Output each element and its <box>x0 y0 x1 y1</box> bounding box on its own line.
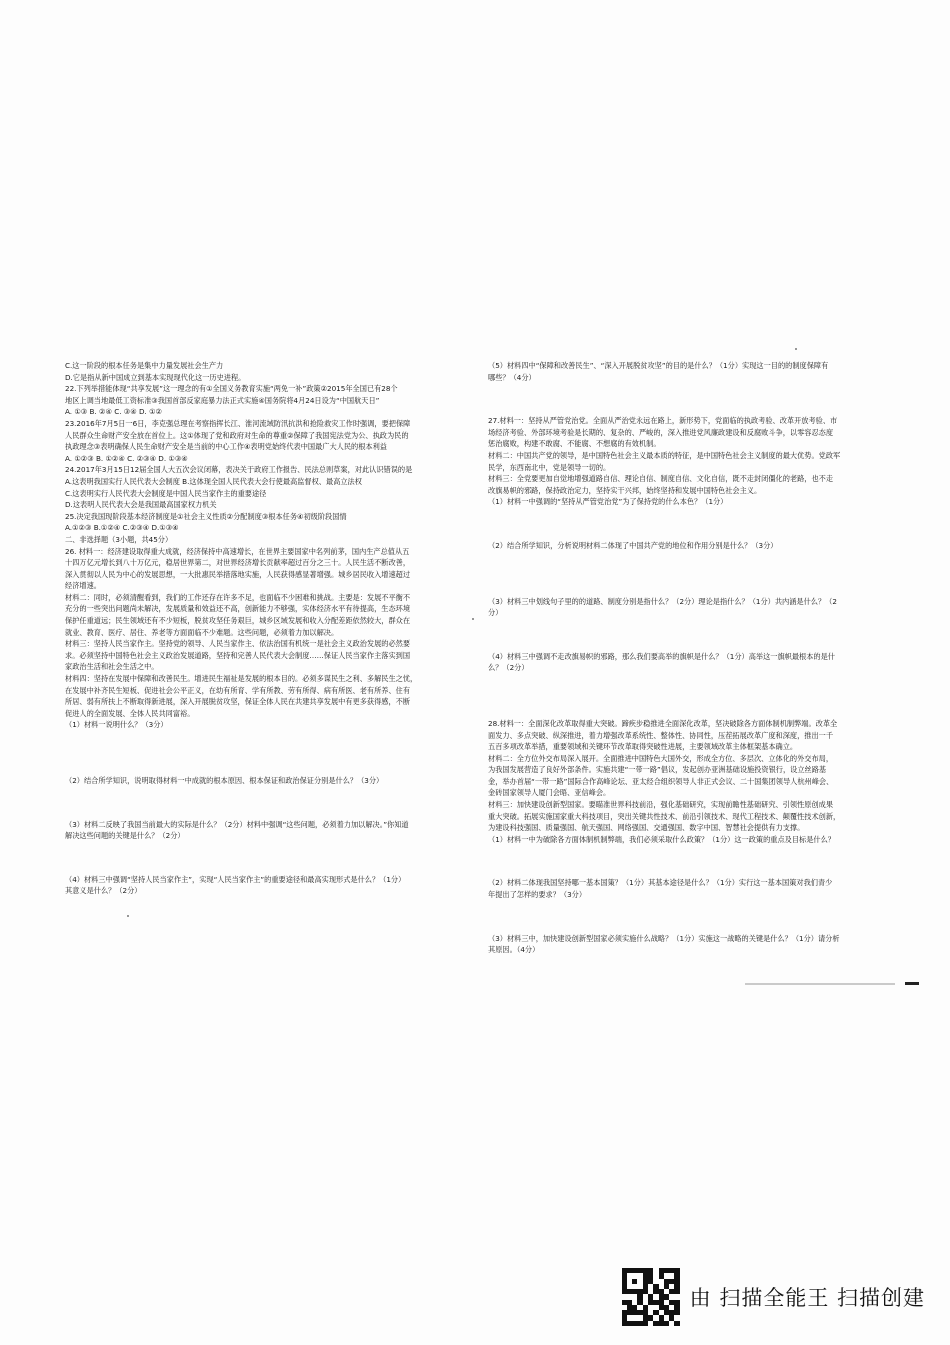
text-line: 材料二：同时，必须清醒看到，我们的工作还存在许多不足，也面临不少困难和挑战。主要是：发展不平衡不 <box>65 592 411 602</box>
text-line: （1）材料一中强调的“坚持从严管党治党”为了保持党的什么本色？（1分） <box>488 497 728 507</box>
question-26-5-line-2: 哪些？（4分） <box>488 372 536 382</box>
text-line: 求。必须坚持中国特色社会主义政治发展道路，坚持和完善人民代表大会制度……保证人民当家作主落实到国 <box>65 650 411 660</box>
text-line: 深入贯彻以人民为中心的发展思想，一大批惠民举措落地实施，人民获得感显著增强。城乡居民收入增速超过 <box>65 569 411 579</box>
text-line: 28.材料一：全面深化改革取得重大突破。蹄疾步稳推进全面深化改革，坚决破除各方面体制机制弊端。改革全 <box>488 718 838 728</box>
text-line: 重大突破。拓展实施国家重大科技项目，突出关键共性技术、前沿引领技术、现代工程技术、颠覆性技术创新， <box>488 811 841 821</box>
text-line: A.这表明我国实行人民代表大会制度 B.这体现全国人民代表大会行使最高监督权、最高立法权 <box>65 476 362 486</box>
scan-speck <box>127 915 129 917</box>
text-line: 惩治腐败，构建不敢腐、不能腐、不想腐的有效机制。 <box>488 439 661 449</box>
question-27-3-line-2: 分） <box>488 608 503 618</box>
text-line: 促进人的全面发展、全体人民共同富裕。 <box>65 708 195 718</box>
question-28-materials <box>488 718 898 846</box>
text-line: 材料三：加快建设创新型国家。要瞄准世界科技前沿，强化基础研究，实现前瞻性基础研究、引领性原创成果 <box>488 800 834 810</box>
text-line: 24.2017年3月15日12届全国人大五次会议闭幕，表决关于政府工作报告、民法总则草案，对此认识错误的是 <box>65 465 413 475</box>
text-line: 材料三：坚持人民当家作主。坚持党的领导、人民当家作主、依法治国有机统一是社会主义政治发展的必然要 <box>65 639 411 649</box>
question-27-2: （2）结合所学知识，分析说明材料二体现了中国共产党的地位和作用分别是什么？（3分） <box>488 540 778 550</box>
text-line: C.这表明实行人民代表大会制度是中国人民当家作主的重要途径 <box>65 488 267 498</box>
text-line: 人民群众生命财产安全放在首位上。这①体现了党和政府对生命的尊重②保障了我国宪法党为公、执政为民的 <box>65 430 409 440</box>
text-line: 场经济考验、外部环境考验是长期的、复杂的、严峻的，深入推进党风廉政建设和反腐败斗争，以零容忍态度 <box>488 427 834 437</box>
question-26-4-line-2: 其意义是什么？（2分） <box>65 886 142 896</box>
text-line: 就业、教育、医疗、居住、养老等方面面临不少难题。这些问题，必须着力加以解决。 <box>65 627 339 637</box>
text-line: 改旗易帜的邪路，保持政治定力，坚持实干兴邦，始终坚持和发展中国特色社会主义。 <box>488 485 762 495</box>
text-line: 22.下列举措能体现“共享发展”这一理念的有①全国义务教育实施“两免一补”政策②2015年全国已有28个 <box>65 384 398 394</box>
text-line: 金砖国家领导人厦门会晤、亚信峰会。 <box>488 788 611 798</box>
text-line: 五百多项改革举措，重要领域和关键环节改革取得突破性进展，主要领域改革主体框架基本确立。 <box>488 742 798 752</box>
text-line: 地区上调当地最低工资标准③我国首部反家庭暴力法正式实施④国务院将4月24日设为“中国航天日” <box>65 395 380 405</box>
question-26-3-line-1: （3）材料二反映了我国当前最大的实际是什么？（2分）材料中强调“这些问题，必须着力加以解决。”你知道 <box>65 819 409 829</box>
question-27-3-line-1: （3）材料三中划线句子里的的道路、制度分别是指什么？（2分）理论是指什么？（1分）共内涵是什么？（2 <box>488 596 837 606</box>
text-line: （1）材料一中为破除各方面体制机制弊端，我们必须采取什么政策？（1分）这一政策的重点及目标是什么？ <box>488 834 835 844</box>
text-line: 27.材料一：坚持从严管党治党。全面从严治党永远在路上，新形势下，党面临的执政考验、改革开放考验、市 <box>488 416 838 426</box>
question-27-4-line-1: （4）材料三中强调不走改旗易帜的邪路，那么我们要高举的旗帜是什么？（1分）高举这一旗帜最根本的是什 <box>488 651 835 661</box>
text-line: 十四万亿元增长到八十万亿元，稳居世界第二，对世界经济增长贡献率超过百分之三十。人民生活不断改善， <box>65 558 411 568</box>
text-line: 保护任重道远；民生领域还有不少短板，脱贫攻坚任务艰巨，城乡区域发展和收入分配差距依然较大，群众在 <box>65 616 411 626</box>
text-line: 所居、弱有所扶上不断取得新进展，深入开展脱贫攻坚，保证全体人民在共建共享发展中有更多获得感，不断 <box>65 697 411 707</box>
text-line: 为我国发展营造了良好外部条件。实施共建“一带一路”倡议，发起创办亚洲基础设施投资银行，设立丝路基 <box>488 765 827 775</box>
scan-smudge <box>745 983 895 985</box>
text-line: 26. 材料一：经济建设取得重大成就，经济保持中高速增长，在世界主要国家中名列前茅，国内生产总值从五 <box>65 546 410 556</box>
text-line: （1）材料一说明什么？（3分） <box>65 720 168 730</box>
watermark-text: 由 扫描全能王 扫描创建 <box>689 1286 925 1310</box>
scan-speck <box>795 348 797 350</box>
text-line: 在发展中补齐民生短板、促进社会公平正义，在幼有所育、学有所教、劳有所得、病有所医、老有所养、住有 <box>65 685 411 695</box>
text-line: 材料二：全方位外交布局深入展开。全面推进中国特色大国外交，形成全方位、多层次、立体化的外交布局， <box>488 753 834 763</box>
text-line: 23.2016年7月5日一6日，李克强总理在考察指挥长江、淮河流域防汛抗洪和抢险救灾工作时强调，要把保障 <box>65 418 411 428</box>
text-line: D.它是指从新中国成立到基本实现现代化这一历史进程。 <box>65 372 246 382</box>
question-28-2-line-1: （2）材料二体现我国坚持哪一基本国策？（1分）其基本途径是什么？（1分）实行这一基本国策对我们青少 <box>488 878 833 888</box>
text-line: 民学，东西南北中，党是领导一切的。 <box>488 462 611 472</box>
text-line: 金，举办首届“一带一路”国际合作高峰论坛、亚太经合组织领导人非正式会议、二十国集团领导人杭州峰会、 <box>488 776 834 786</box>
text-line: 材料四：坚持在发展中保障和改善民生。增进民生福祉是发展的根本目的。必须多谋民生之利、多解民生之忧， <box>65 674 418 684</box>
right-column <box>488 360 898 956</box>
scan-speck <box>472 618 474 620</box>
text-line: 充分的一些突出问题尚未解决，发展质量和效益还不高，创新能力不够强，实体经济水平有待提高，生态环境 <box>65 604 411 614</box>
left-column <box>65 360 475 897</box>
text-line: 为建设科技强国、质量强国、航天强国、网络强国、交通强国、数字中国、智慧社会提供有力支撑。 <box>488 823 805 833</box>
text-line: 材料二：中国共产党的领导，是中国特色社会主义最本质的特征，是中国特色社会主义制度的最大优势。党政军 <box>488 450 841 460</box>
text-line: C.这一阶段的根本任务是集中力量发展社会生产力 <box>65 361 224 370</box>
question-28-3-line-2: 其原因。（4分） <box>488 945 540 955</box>
text-line: 家政治生活和社会生活之中。 <box>65 662 159 672</box>
question-27-materials <box>488 415 898 508</box>
text-line: 经济增速。 <box>65 581 101 591</box>
question-26-5-line-1: （5）材料四中“保障和改善民生”、“深入开展脱贫攻坚”的目的是什么？（1分）实现这一目的的制度保障有 <box>488 361 829 370</box>
text-line: A.①②③ B.①②④ C.②③④ D.①③④ <box>65 523 179 533</box>
text-line: A. ①③ B. ②④ C. ③④ D. ①② <box>65 407 162 417</box>
text-line: 面发力、多点突破、纵深推进，着力增强改革系统性、整体性、协同性，压茬拓展改革广度和深度，推出一千 <box>488 730 834 740</box>
text-line: A. ①②③ B. ①②④ C. ②③④ D. ①③④ <box>65 453 188 463</box>
text-line: 材料三：全党要更加自觉地增强道路自信、理论自信、制度自信、文化自信，既不走封闭僵化的老路，也不走 <box>488 474 834 484</box>
text-line: 执政理念③表明确保人民生命财产安全是当前的中心工作④表明党始终代表中国最广大人民的根本利益 <box>65 442 387 452</box>
text-line: 二、非选择题（3小题，共45分） <box>65 534 173 544</box>
qr-code-icon <box>622 1268 680 1326</box>
question-28-2-line-2: 年提出了怎样的要求？（3分） <box>488 890 587 900</box>
text-line: 25.决定我国现阶段基本经济制度是①社会主义性质②分配制度③根本任务④初级阶段国情 <box>65 511 347 521</box>
question-27-4-line-2: 么？（2分） <box>488 663 529 673</box>
text-line: D.这表明人民代表大会是我国最高国家权力机关 <box>65 500 217 510</box>
scanner-watermark <box>622 1267 925 1327</box>
question-26-3-line-2: 解决这些问题的关键是什么？（2分） <box>65 831 185 841</box>
scan-mark <box>905 982 919 985</box>
question-26-4-line-1: （4）材料三中强调“坚持人民当家作主”，实现“人民当家作主”的重要途径和最高实现形式是什么？（1分） <box>65 874 406 884</box>
question-28-3-line-1: （3）材料三中，加快建设创新型国家必须实施什么战略？（1分）实施这一战略的关键是什么？（1分）请分析 <box>488 933 840 943</box>
question-26-2: （2）结合所学知识，说明取得材料一中成就的根本原因、根本保证和政治保证分别是什么？（3分） <box>65 776 384 785</box>
